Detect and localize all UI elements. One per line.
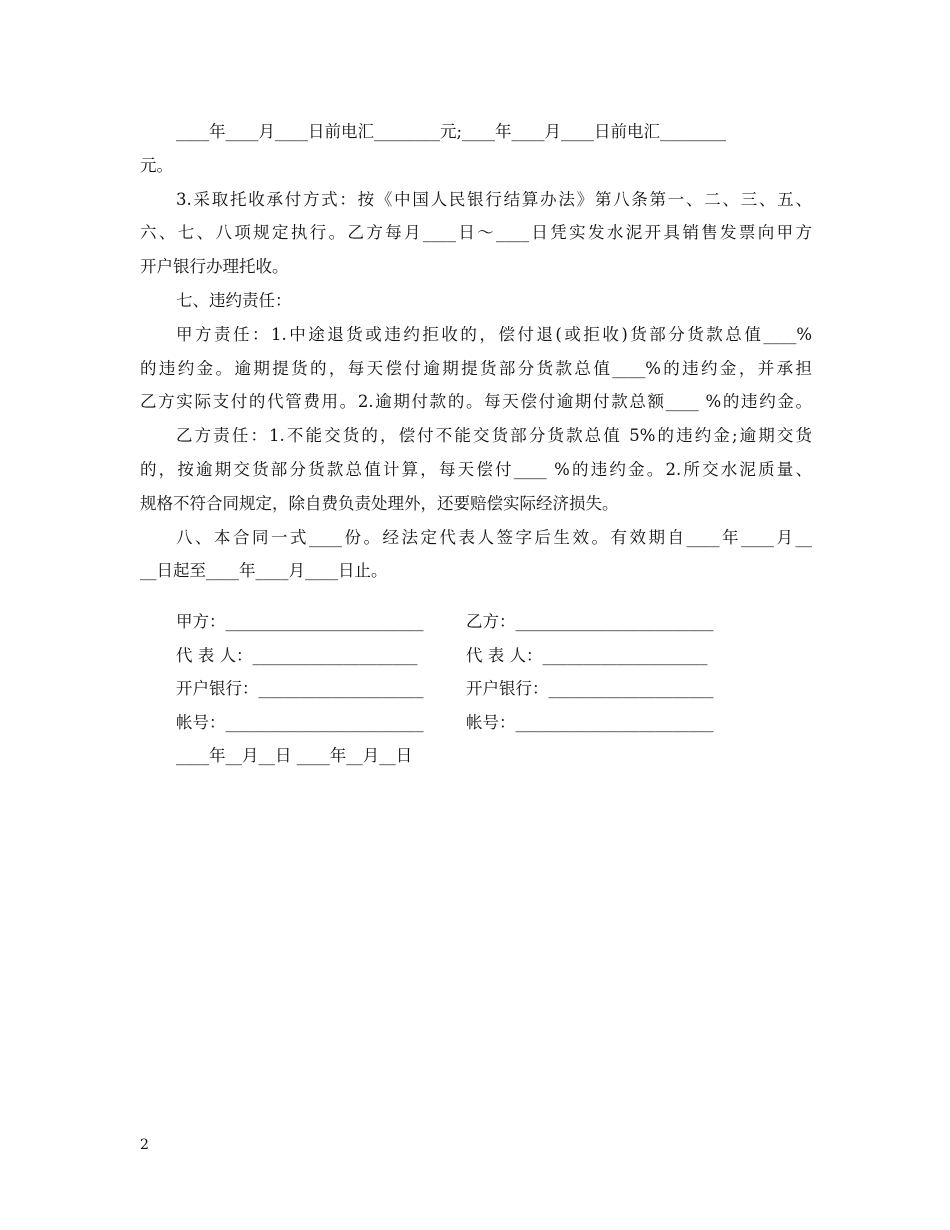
collection-method-line-2: 六、七、八项规定执行。乙方每月____日～____日凭实发水泥开具销售发票向甲方 [140, 223, 812, 243]
party-b-representative-field: 代 表 人：____________________ [466, 645, 708, 665]
signature-dates: ____年__月__日 ____年__月__日 [176, 746, 413, 765]
contract-copies-line-1: 八、本合同一式____份。经法定代表人签字后生效。有效期自____年____月__ [176, 527, 812, 547]
party-b-liability-line-3: 规格不符合同规定，除自费负责处理外，还要赔偿实际经济损失。 [140, 493, 619, 513]
party-a-bank-field: 开户银行：____________________ [176, 679, 424, 698]
contract-body [140, 115, 812, 588]
party-b-liability-line-1: 乙方责任：1.不能交货的，偿付不能交货部分货款总值 5%的违约金;逾期交货 [176, 426, 812, 446]
party-a-account-field: 帐号：________________________ [176, 712, 424, 732]
party-b-liability-line-2: 的，按逾期交货部分货款总值计算，每天偿付____ %的违约金。2.所交水泥质量、 [140, 459, 812, 479]
party-a-liability-line-2: 的违约金。逾期提货的，每天偿付逾期提货部分货款总值____%的违约金，并承担 [140, 358, 812, 378]
section-heading-breach-liability: 七、违约责任： [176, 290, 292, 310]
party-a-field: 甲方：________________________ [176, 612, 424, 631]
page-number: 2 [140, 1137, 149, 1153]
remittance-amount-unit-line: 元。 [140, 155, 173, 175]
collection-method-line-3: 开户银行办理托收。 [140, 257, 289, 277]
collection-method-line-1: 3.采取托收承付方式：按《中国人民银行结算办法》第八条第一、二、三、五、 [176, 189, 812, 209]
party-b-account-field: 帐号：________________________ [466, 712, 714, 732]
party-a-liability-line-3: 乙方实际支付的代管费用。2.逾期付款的。每天偿付逾期付款总额____ %的违约金。 [140, 392, 812, 412]
contract-copies-line-2: __日起至____年____月____日止。 [140, 561, 388, 581]
remittance-dates-line: ____年____月____日前电汇________元;____年____月____日前电汇________ [176, 122, 727, 141]
party-a-liability-line-1: 甲方责任：1.中途退货或违约拒收的，偿付退(或拒收)货部分货款总值____% [176, 324, 812, 344]
party-b-bank-field: 开户银行：____________________ [466, 679, 714, 698]
party-a-representative-field: 代 表 人：____________________ [176, 645, 418, 665]
party-b-field: 乙方：________________________ [466, 612, 714, 631]
